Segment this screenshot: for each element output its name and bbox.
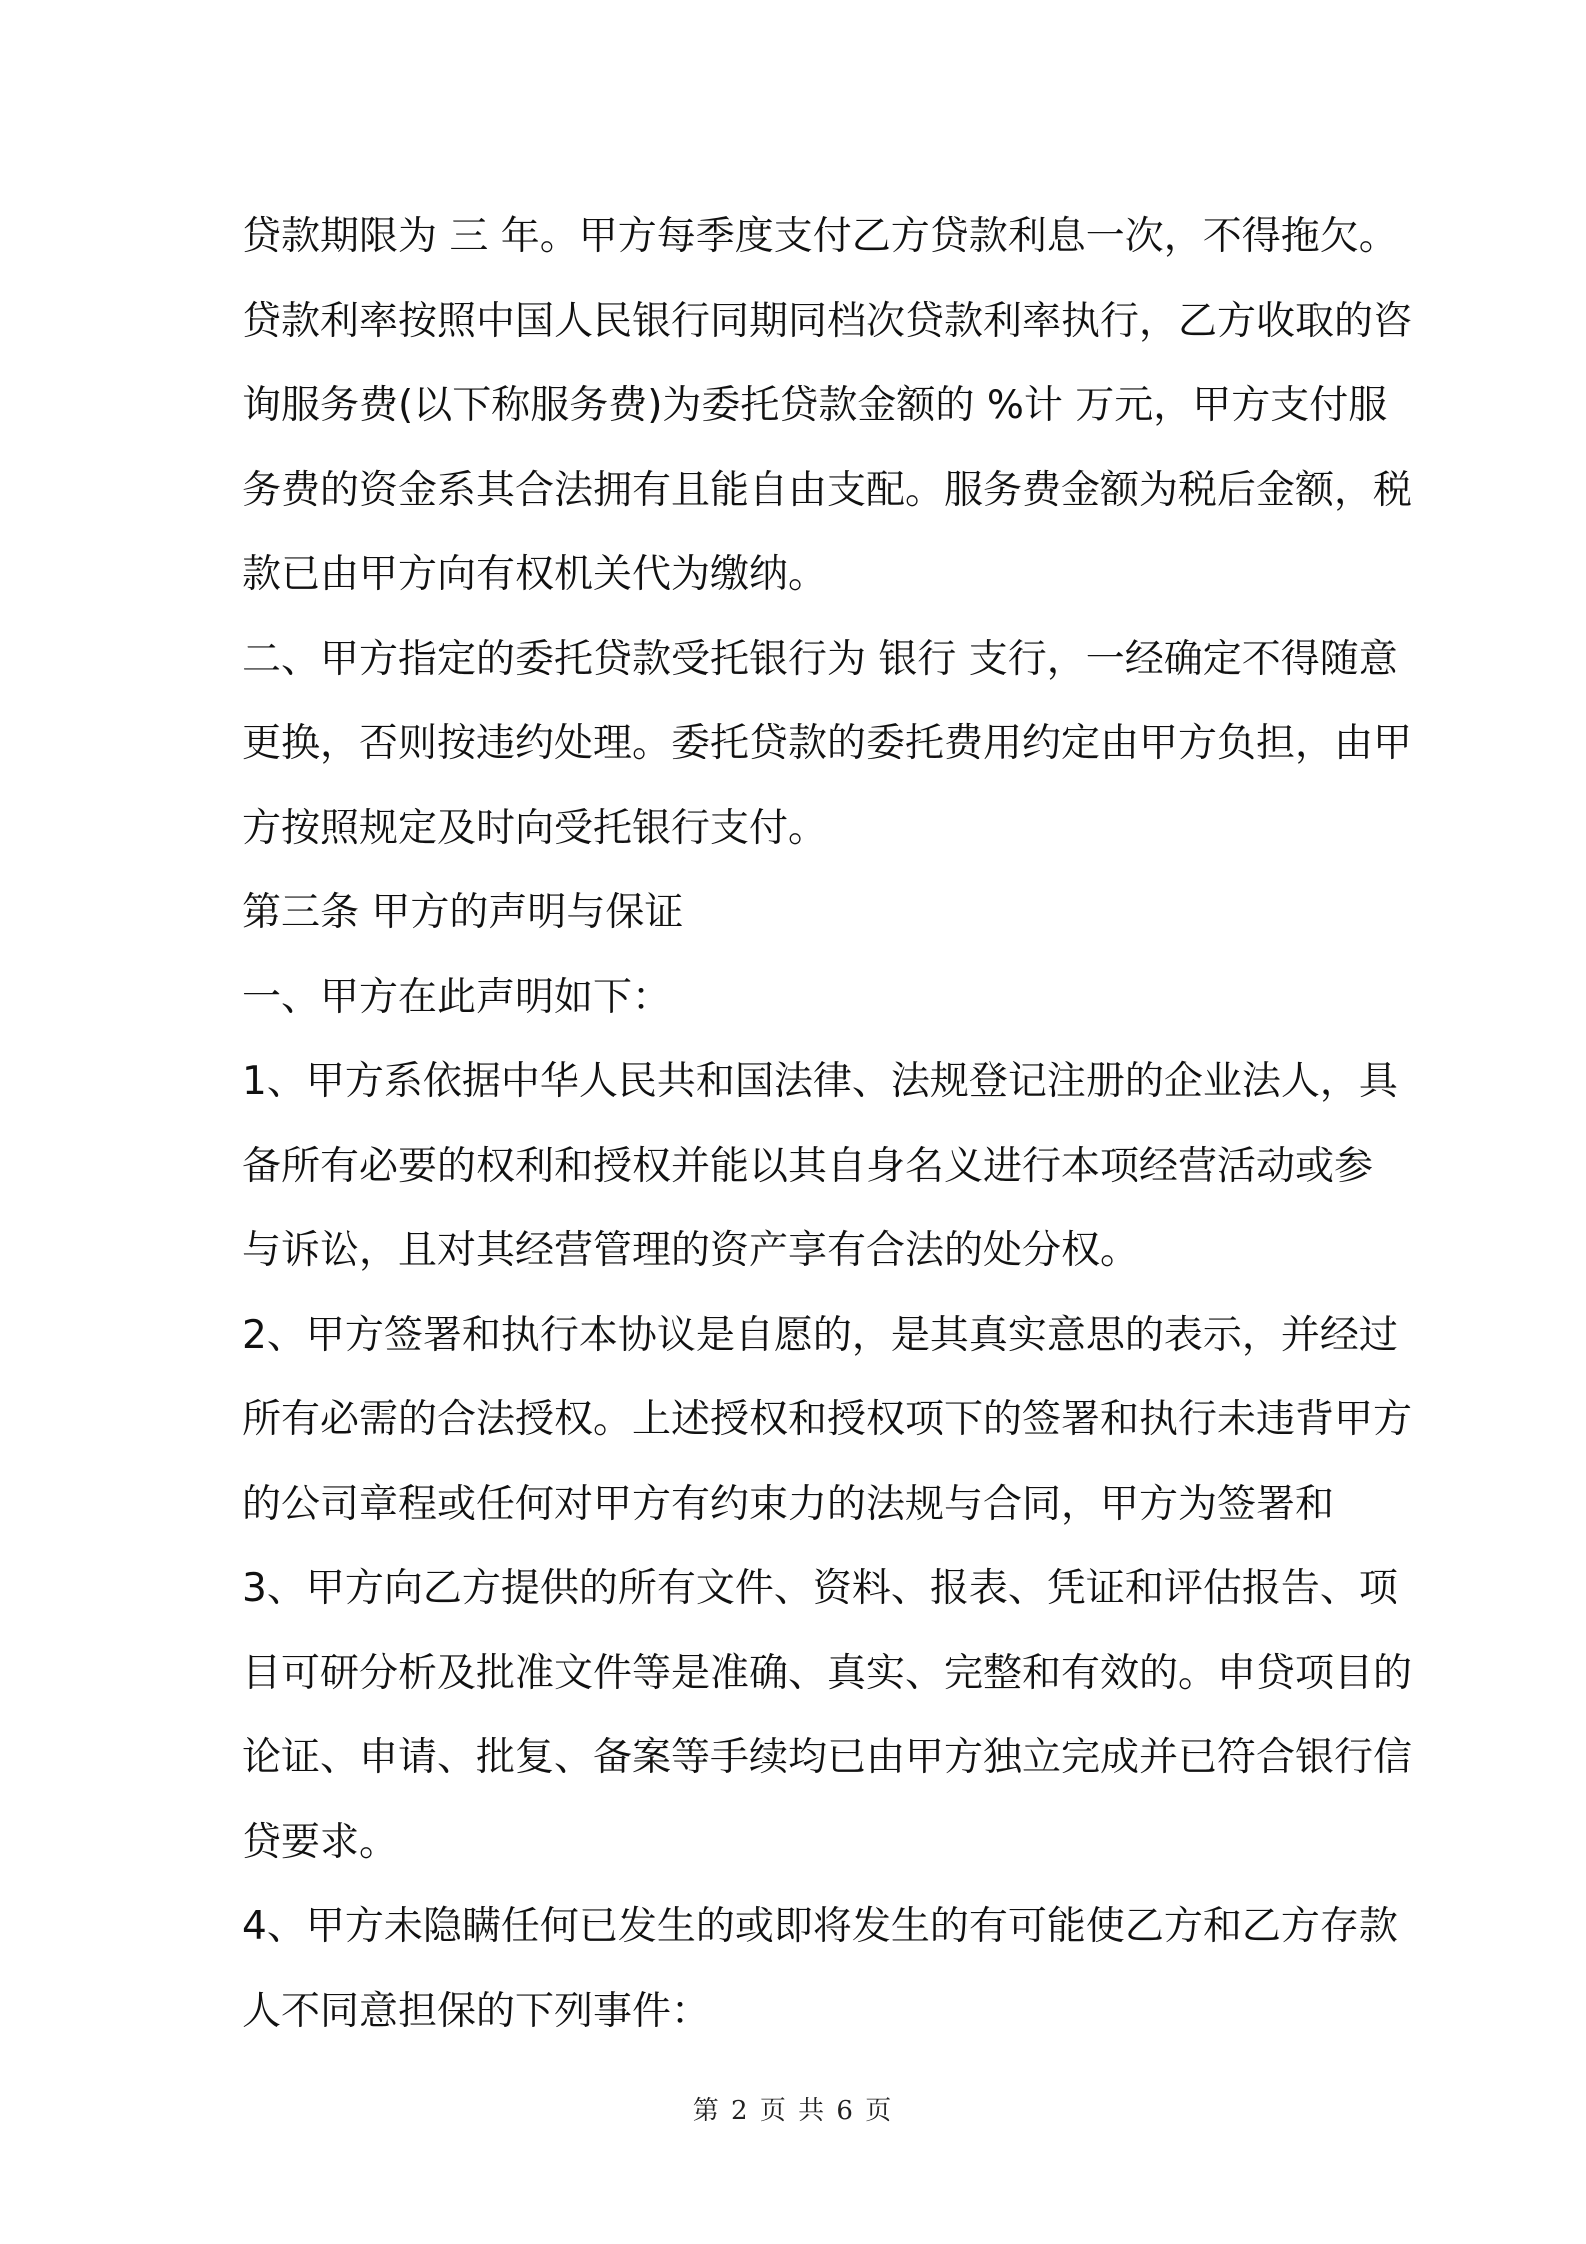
text-line-19: 论证、申请、批复、备案等手续均已由甲方独立完成并已符合银行信 (242, 1735, 1413, 1780)
text-line-16: 的公司章程或任何对甲方有约束力的法规与合同，甲方为签署和 (242, 1481, 1335, 1527)
text-line-8: 方按照规定及时向受托银行支付。 (242, 805, 828, 851)
text-line-3: 询服务费(以下称服务费)为委托贷款金额的 %计 万元，甲方支付服 (242, 383, 1388, 428)
text-line-4: 务费的资金系其合法拥有且能自由支配。服务费金额为税后金额，税 (242, 467, 1413, 513)
page-number-footer: 第 2 页 共 6 页 (692, 2096, 894, 2126)
text-line-13: 与诉讼，且对其经营管理的资产享有合法的处分权。 (242, 1228, 1140, 1273)
text-line-20: 贷要求。 (242, 1819, 399, 1865)
text-line-12: 备所有必要的权利和授权并能以其自身名义进行本项经营活动或参 (242, 1143, 1374, 1189)
text-line-17: 3、甲方向乙方提供的所有文件、资料、报表、凭证和评估报告、项 (242, 1566, 1398, 1611)
text-line-18: 目可研分析及批准文件等是准确、真实、完整和有效的。申贷项目的 (242, 1650, 1413, 1696)
text-line-11: 1、甲方系依据中华人民共和国法律、法规登记注册的企业法人，具 (242, 1059, 1398, 1104)
text-line-10: 一、甲方在此声明如下： (242, 974, 672, 1020)
text-line-6: 二、甲方指定的委托贷款受托银行为 银行 支行，一经确定不得随意 (242, 636, 1398, 682)
text-line-15: 所有必需的合法授权。上述授权和授权项下的签署和执行未违背甲方 (242, 1397, 1413, 1442)
section-heading: 第三条 甲方的声明与保证 (242, 890, 684, 935)
text-line-2: 贷款利率按照中国人民银行同期同档次贷款利率执行，乙方收取的咨 (242, 298, 1413, 344)
text-line-7: 更换，否则按违约处理。委托贷款的委托费用约定由甲方负担，由甲 (242, 721, 1413, 766)
text-line-22: 人不同意担保的下列事件： (242, 1988, 711, 2034)
text-line-14: 2、甲方签署和执行本协议是自愿的，是其真实意思的表示，并经过 (242, 1312, 1398, 1358)
text-line-5: 款已由甲方向有权机关代为缴纳。 (242, 552, 828, 597)
document-body (242, 195, 1413, 2054)
text-line-1: 贷款期限为 三 年。甲方每季度支付乙方贷款利息一次，不得拖欠。 (242, 214, 1398, 259)
text-line-21: 4、甲方未隐瞒任何已发生的或即将发生的有可能使乙方和乙方存款 (242, 1904, 1398, 1949)
